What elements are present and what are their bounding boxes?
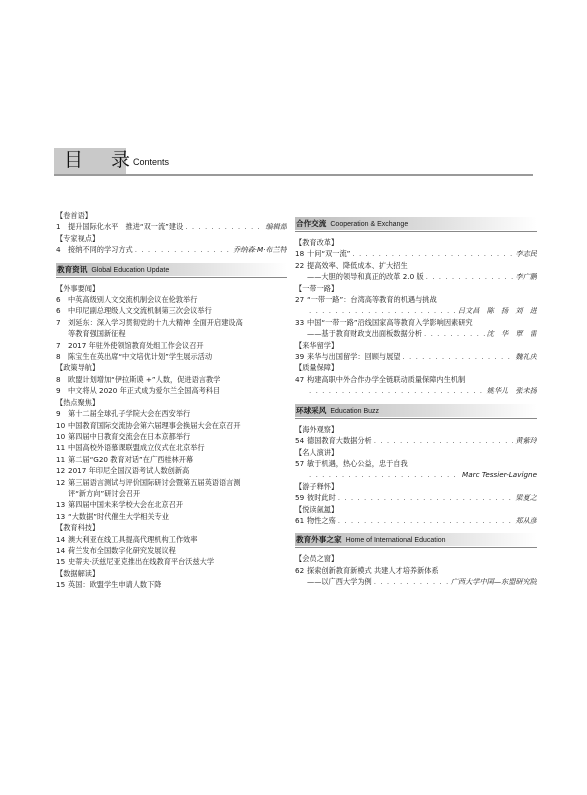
toc-header — [54, 148, 533, 176]
page-number: 10 — [56, 420, 66, 430]
leader-dots — [135, 244, 231, 255]
leader-dots — [338, 492, 514, 503]
category-label: 【教育科技】 — [56, 523, 100, 533]
page-number: 47 — [295, 374, 305, 384]
toc-entry-continuation — [295, 469, 537, 480]
toc-entry[interactable] — [56, 408, 287, 419]
entry-author: 姚华儿 张未扬 — [486, 386, 537, 396]
category-label: 【卷首语】 — [56, 211, 92, 220]
page-number: 11 — [56, 454, 66, 464]
toc-entry[interactable] — [56, 420, 287, 431]
entry-author: 乔纳森·M·布兰特 — [233, 245, 287, 255]
page-number: 18 — [295, 249, 305, 259]
entry-author: 李志民 — [515, 249, 537, 259]
entry-title: 构建高职中外合作办学全链联动质量保障内生机制 — [307, 374, 466, 384]
page-number: 39 — [295, 352, 305, 362]
toc-entry[interactable] — [56, 477, 287, 488]
entry-title: 欧盟计划增加“伊拉斯谟 +”人数，促进语言教学 — [68, 374, 221, 384]
section-title-cn: 合作交流 — [296, 219, 327, 228]
entry-title: 澳大利亚在线工具提高代理机构工作效率 — [68, 534, 198, 544]
toc-entry[interactable] — [56, 244, 287, 255]
entry-title: 来华与出国留学：回顾与展望 — [307, 352, 401, 362]
page-number: 14 — [56, 534, 66, 544]
entry-author: 吕文昌 陈 扬 刘 进 — [457, 306, 537, 316]
toc-entry-continuation — [295, 271, 537, 282]
category-label: 【一带一路】 — [295, 283, 339, 293]
leader-dots — [352, 248, 513, 259]
entry-title: 陈宝生在英出席“中文培优计划”学生展示活动 — [68, 352, 213, 362]
toc-entry-continuation — [56, 488, 287, 499]
leader-dots — [338, 515, 514, 526]
entry-title: 2017 年驻外使领馆教育处组工作会议召开 — [68, 340, 204, 350]
page-number: 9 — [56, 409, 61, 419]
category-label: 【热点聚焦】 — [56, 397, 100, 407]
toc-entry-continuation — [295, 576, 537, 587]
entry-title: 第三届语言测试与评价国际研讨会暨第五届英语语言测 — [68, 477, 241, 487]
entry-subtitle: ——大胆的领导和真正的改革 2.0 版 — [307, 272, 424, 282]
leader-dots — [309, 469, 460, 480]
toc-entry[interactable] — [56, 431, 287, 442]
toc-entry[interactable] — [56, 385, 287, 396]
toc-entry[interactable] — [295, 260, 537, 271]
entry-title: 中英高级别人文交流机制会议在伦敦举行 — [68, 295, 198, 305]
page-number: 22 — [295, 260, 305, 270]
page-number: 8 — [56, 352, 61, 362]
entry-title: 敏于机遇，热心公益，忠于自我 — [307, 458, 408, 468]
left-column — [56, 210, 287, 591]
toc-entry[interactable] — [56, 545, 287, 556]
entry-title: 接纳不同的学习方式 — [68, 245, 133, 255]
page-number: 7 — [56, 340, 61, 350]
section-title-en: Home of International Education — [345, 537, 446, 545]
section-heading — [295, 533, 537, 548]
entry-title: 中国教育国际交流协会第六届理事会换届大会在京召开 — [68, 420, 241, 430]
section-heading-text — [296, 404, 379, 418]
entry-author: 编辑部 — [265, 222, 287, 232]
page-number: 15 — [56, 580, 66, 590]
page-number: 61 — [295, 515, 305, 525]
page-number: 27 — [295, 295, 305, 305]
page-number: 12 — [56, 466, 66, 476]
entry-title: 第二届“G20 教育对话”在广西桂林开幕 — [68, 454, 194, 464]
page-number: 9 — [56, 386, 61, 396]
toc-entry[interactable] — [295, 351, 537, 362]
toc-entry[interactable] — [295, 294, 537, 305]
section-title-en: Cooperation & Exchange — [330, 221, 409, 228]
page-number: 57 — [295, 458, 305, 468]
entry-title: 提高效率、降低成本、扩大招生 — [307, 260, 408, 270]
category-label: 【来华留学】 — [295, 340, 339, 350]
category-label: 【教育改革】 — [295, 238, 339, 247]
entry-title: 中印尼副总理级人文交流机制第三次会议举行 — [68, 306, 212, 316]
leader-dots — [402, 351, 513, 362]
toc-entry[interactable] — [56, 556, 287, 567]
entry-author: 李广鹏 — [515, 272, 537, 282]
category-label: 【悦读氤氲】 — [295, 504, 339, 514]
entry-author: Marc Tessier-Lavigne — [462, 470, 537, 480]
entry-title: 中文将从 2020 年正式成为爱尔兰全国高考科目 — [68, 386, 221, 396]
toc-entry[interactable] — [295, 492, 537, 503]
entry-title: 刘延东：深入学习贯彻党的十九大精神 全面开启建设高 — [68, 317, 243, 327]
category-label: 【海外观察】 — [295, 424, 339, 434]
category-label: 【游子释怀】 — [295, 481, 339, 491]
leader-dots — [374, 435, 514, 446]
page-number: 12 — [56, 477, 66, 487]
entry-title: 探索创新教育新模式 共建人才培养新体系 — [307, 565, 439, 575]
leader-dots — [185, 221, 263, 232]
entry-title: 德国教育大数据分析 — [307, 436, 372, 446]
entry-title: 第四届中日教育交流会在日本京都举行 — [68, 431, 191, 441]
page-number: 33 — [295, 317, 305, 327]
section-title-en: Education Buzz — [330, 407, 380, 415]
entry-title: 彼时此时 — [307, 493, 336, 503]
section-heading-text — [296, 217, 408, 231]
category-label: 【名人演讲】 — [295, 447, 339, 457]
toc-entry[interactable] — [56, 579, 287, 590]
toc-entry[interactable] — [295, 515, 537, 526]
page-number: 14 — [56, 545, 66, 555]
page-number: 13 — [56, 500, 66, 510]
leader-dots — [426, 271, 514, 282]
entry-author: 广西大学中国—东盟研究院 — [450, 577, 537, 587]
page-number: 6 — [56, 306, 61, 316]
toc-entry[interactable] — [56, 534, 287, 545]
toc-entry[interactable] — [56, 374, 287, 385]
entry-title: 中国“一带一路”沿线国家高等教育入学影响因素研究 — [307, 317, 473, 327]
entry-title: 史蒂夫·沃兹尼亚克推出在线教育平台沃兹大学 — [68, 557, 215, 567]
entry-title: 第四届中国未来学校大会在北京召开 — [68, 500, 184, 510]
entry-author: 魏礼庆 — [515, 352, 537, 362]
entry-title: 英国：欧盟学生申请人数下降 — [68, 580, 162, 590]
section-title-en: Global Education Update — [91, 266, 170, 274]
toc-entry[interactable] — [295, 565, 537, 576]
entry-author: 沈 华 覃 雷 — [486, 329, 537, 339]
section-heading-text — [296, 533, 446, 547]
entry-author: 黄紫玲 — [515, 436, 537, 446]
entry-author: 梁夏之 — [515, 493, 537, 503]
entry-subtitle: ——以广西大学为例 — [307, 577, 372, 587]
entry-title: 十问“双一流” — [307, 249, 351, 259]
category-label: 【专家视点】 — [56, 233, 100, 243]
page-number: 15 — [56, 557, 66, 567]
page-number: 59 — [295, 493, 305, 503]
entry-title: 中国高校外语慕课联盟成立仪式在北京举行 — [68, 443, 205, 453]
entry-subtitle: 评“新方向”研讨会召开 — [68, 488, 141, 498]
toc-entry[interactable] — [295, 458, 537, 469]
entry-title: “一带一路”：台湾高等教育的机遇与挑战 — [307, 295, 437, 305]
page-number: 8 — [56, 374, 61, 384]
toc-entry[interactable] — [295, 317, 537, 328]
section-heading-text — [57, 263, 169, 277]
toc-entry[interactable] — [56, 294, 287, 305]
category-label: 【数据解读】 — [56, 568, 100, 578]
toc-entry-continuation — [295, 328, 537, 339]
page-number: 7 — [56, 317, 61, 327]
toc-entry-continuation — [56, 328, 287, 339]
toc-entry[interactable] — [295, 374, 537, 385]
toc-entry[interactable] — [295, 248, 537, 259]
page-number: 13 — [56, 511, 66, 521]
page-number: 54 — [295, 436, 305, 446]
leader-dots — [374, 576, 449, 587]
category-label: 【外事要闻】 — [56, 283, 100, 293]
page-number: 62 — [295, 565, 305, 575]
toc-entry[interactable] — [56, 442, 287, 453]
section-heading — [295, 217, 537, 232]
leader-dots — [424, 328, 485, 339]
toc-entry[interactable] — [56, 317, 287, 328]
entry-author: 郑从彦 — [515, 515, 537, 525]
section-heading — [295, 404, 537, 419]
page-number: 4 — [56, 245, 61, 255]
entry-title: 2017 年印尼全国汉语考试人数创新高 — [68, 466, 190, 476]
leader-dots — [309, 385, 485, 396]
entry-title: “大数据”时代催生大学相关专业 — [68, 511, 169, 521]
toc-title: 目 录 — [64, 149, 142, 171]
entry-title: 第十二届全球孔子学院大会在西安举行 — [68, 409, 191, 419]
page-number: 11 — [56, 443, 66, 453]
entry-title: 荷兰发布全国数字化研究发展议程 — [68, 545, 176, 555]
toc-entry[interactable] — [56, 499, 287, 510]
entry-title: 物性之殇 — [307, 515, 336, 525]
section-title-cn: 教育外事之家 — [296, 535, 342, 545]
section-title-cn: 环球采风 — [296, 405, 327, 415]
page-number: 10 — [56, 431, 66, 441]
page-number: 6 — [56, 295, 61, 305]
toc-entry[interactable] — [56, 465, 287, 476]
entry-subtitle: 等教育强国新征程 — [68, 329, 126, 339]
category-label: 【质量保障】 — [295, 363, 339, 373]
toc-entry[interactable] — [56, 305, 287, 316]
toc-entry[interactable] — [56, 221, 287, 232]
page-number: 1 — [56, 222, 61, 232]
category-label: 【会员之窗】 — [295, 554, 339, 564]
toc-entry[interactable] — [56, 454, 287, 465]
entry-subtitle: ——基于教育财政支出面板数据分析 — [307, 329, 423, 339]
toc-entry[interactable] — [295, 435, 537, 446]
toc-entry-continuation — [295, 305, 537, 316]
right-column — [295, 210, 537, 588]
section-title-cn: 教育资讯 — [57, 264, 88, 274]
toc-entry[interactable] — [56, 340, 287, 351]
toc-entry[interactable] — [56, 351, 287, 362]
entry-title: 提升国际化水平 推进“双一流”建设 — [68, 222, 184, 232]
category-label: 【政策导航】 — [56, 363, 100, 373]
toc-entry[interactable] — [56, 511, 287, 522]
toc-entry-continuation — [295, 385, 537, 396]
toc-subtitle: Contents — [133, 157, 170, 167]
section-heading — [56, 263, 287, 278]
leader-dots — [309, 305, 456, 316]
